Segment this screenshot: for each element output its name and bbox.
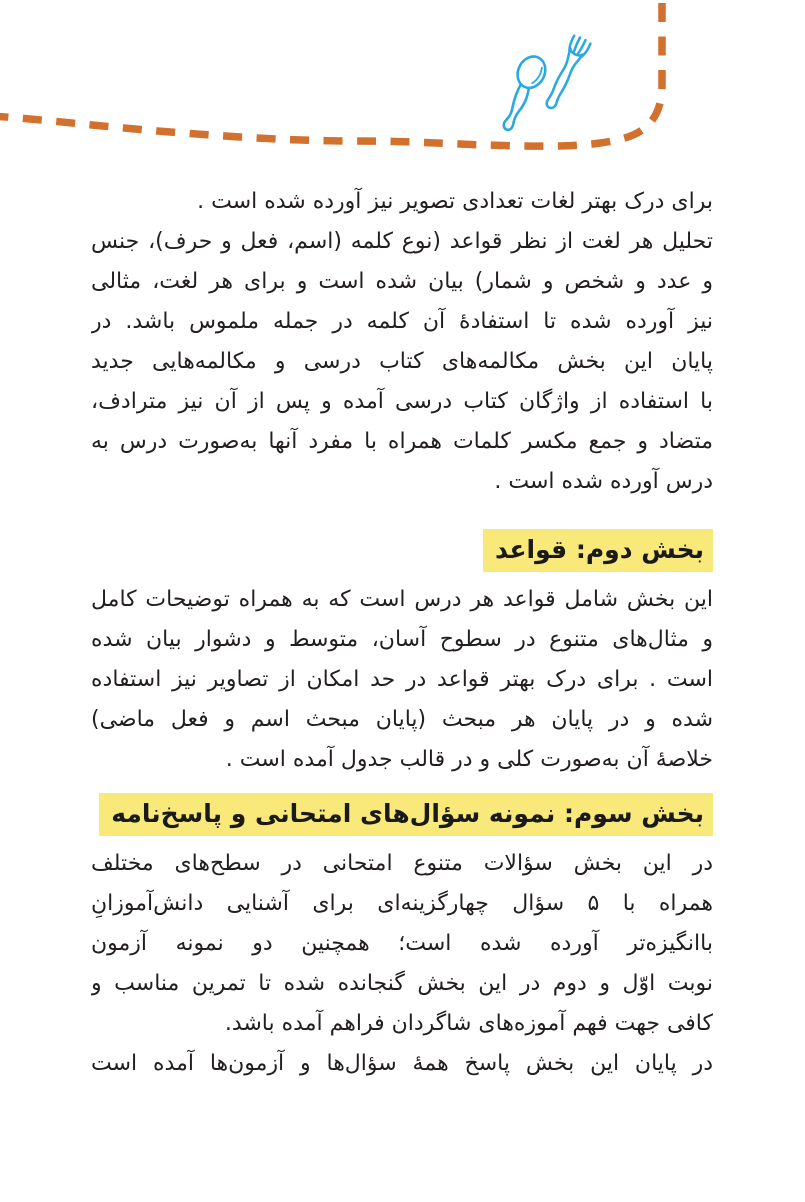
text-line: درس آورده شده است .: [494, 469, 713, 494]
spoon-icon: [492, 52, 550, 134]
fork-icon: [541, 35, 591, 112]
top-decoration: [0, 0, 805, 175]
text-line: شده و در پایان هر مبحث (پایان مبحث اسم و فعل ماضی): [91, 707, 713, 732]
text-line: و مثال‌های متنوع در سطوح آسان، متوسط و دشوار بیان شده: [91, 627, 713, 652]
text-line: پایان این بخش مکالمه‌های کتاب درسی و مکالمه‌هایی جدید: [91, 349, 713, 374]
paragraph-grammar: [91, 580, 713, 780]
text-line: برای درک بهتر لغات تعدادی تصویر نیز آورده شده است .: [197, 189, 713, 214]
text-line: و عدد و شخص و شمار) بیان شده است و برای هر لغت، مثالی: [91, 269, 713, 294]
text-line: با استفاده از واژگان کتاب درسی آمده و پس از آن نیز مترادف،: [91, 389, 713, 414]
section-heading-row: [91, 529, 713, 572]
section-heading-grammar: بخش دوم: قواعد: [483, 529, 713, 572]
text-line: متضاد و جمع مکسر کلمات همراه با مفرد آنها به‌صورت درس به: [91, 429, 713, 454]
section-heading-sample-questions: بخش سوم: نمونه سؤال‌های امتحانی و پاسخ‌نامه: [99, 793, 713, 836]
text-line: در پایان این بخش پاسخ همهٔ سؤال‌ها و آزمون‌ها آمده است: [91, 1051, 713, 1076]
page-text: [91, 182, 713, 1084]
text-line: در این بخش سؤالات متنوع امتحانی در سطح‌های مختلف: [91, 851, 713, 876]
text-line: است . برای درک بهتر قواعد در حد امکان از تصاویر نیز استفاده: [91, 667, 713, 692]
text-line: کافی جهت فهم آموزه‌های شاگردان فراهم آمده باشد.: [224, 1011, 713, 1036]
text-line: باانگیزه‌تر آورده شده است؛ همچنین دو نمونه آزمون: [91, 931, 713, 956]
section-heading-row: [91, 793, 713, 836]
paragraph-sample-questions: [91, 844, 713, 1084]
text-line: خلاصهٔ آن به‌صورت کلی و در قالب جدول آمده است .: [225, 747, 713, 772]
text-line: این بخش شامل قواعد هر درس است که به همراه توضیحات کامل: [91, 587, 713, 612]
text-line: همراه با ۵ سؤال چهارگزینه‌ای برای آشنایی دانش‌آموزانِ: [91, 891, 713, 916]
text-line: نیز آورده شده تا استفادهٔ آن کلمه در جمله ملموس باشد. در: [91, 309, 713, 334]
paragraph-intro: [91, 182, 713, 502]
text-line: نوبت اوّل و دوم در این بخش گنجانده شده تا تمرین مناسب و: [91, 971, 713, 996]
text-line: تحلیل هر لغت از نظر قواعد (نوع کلمه (اسم، فعل و حرف)، جنس: [91, 229, 713, 254]
